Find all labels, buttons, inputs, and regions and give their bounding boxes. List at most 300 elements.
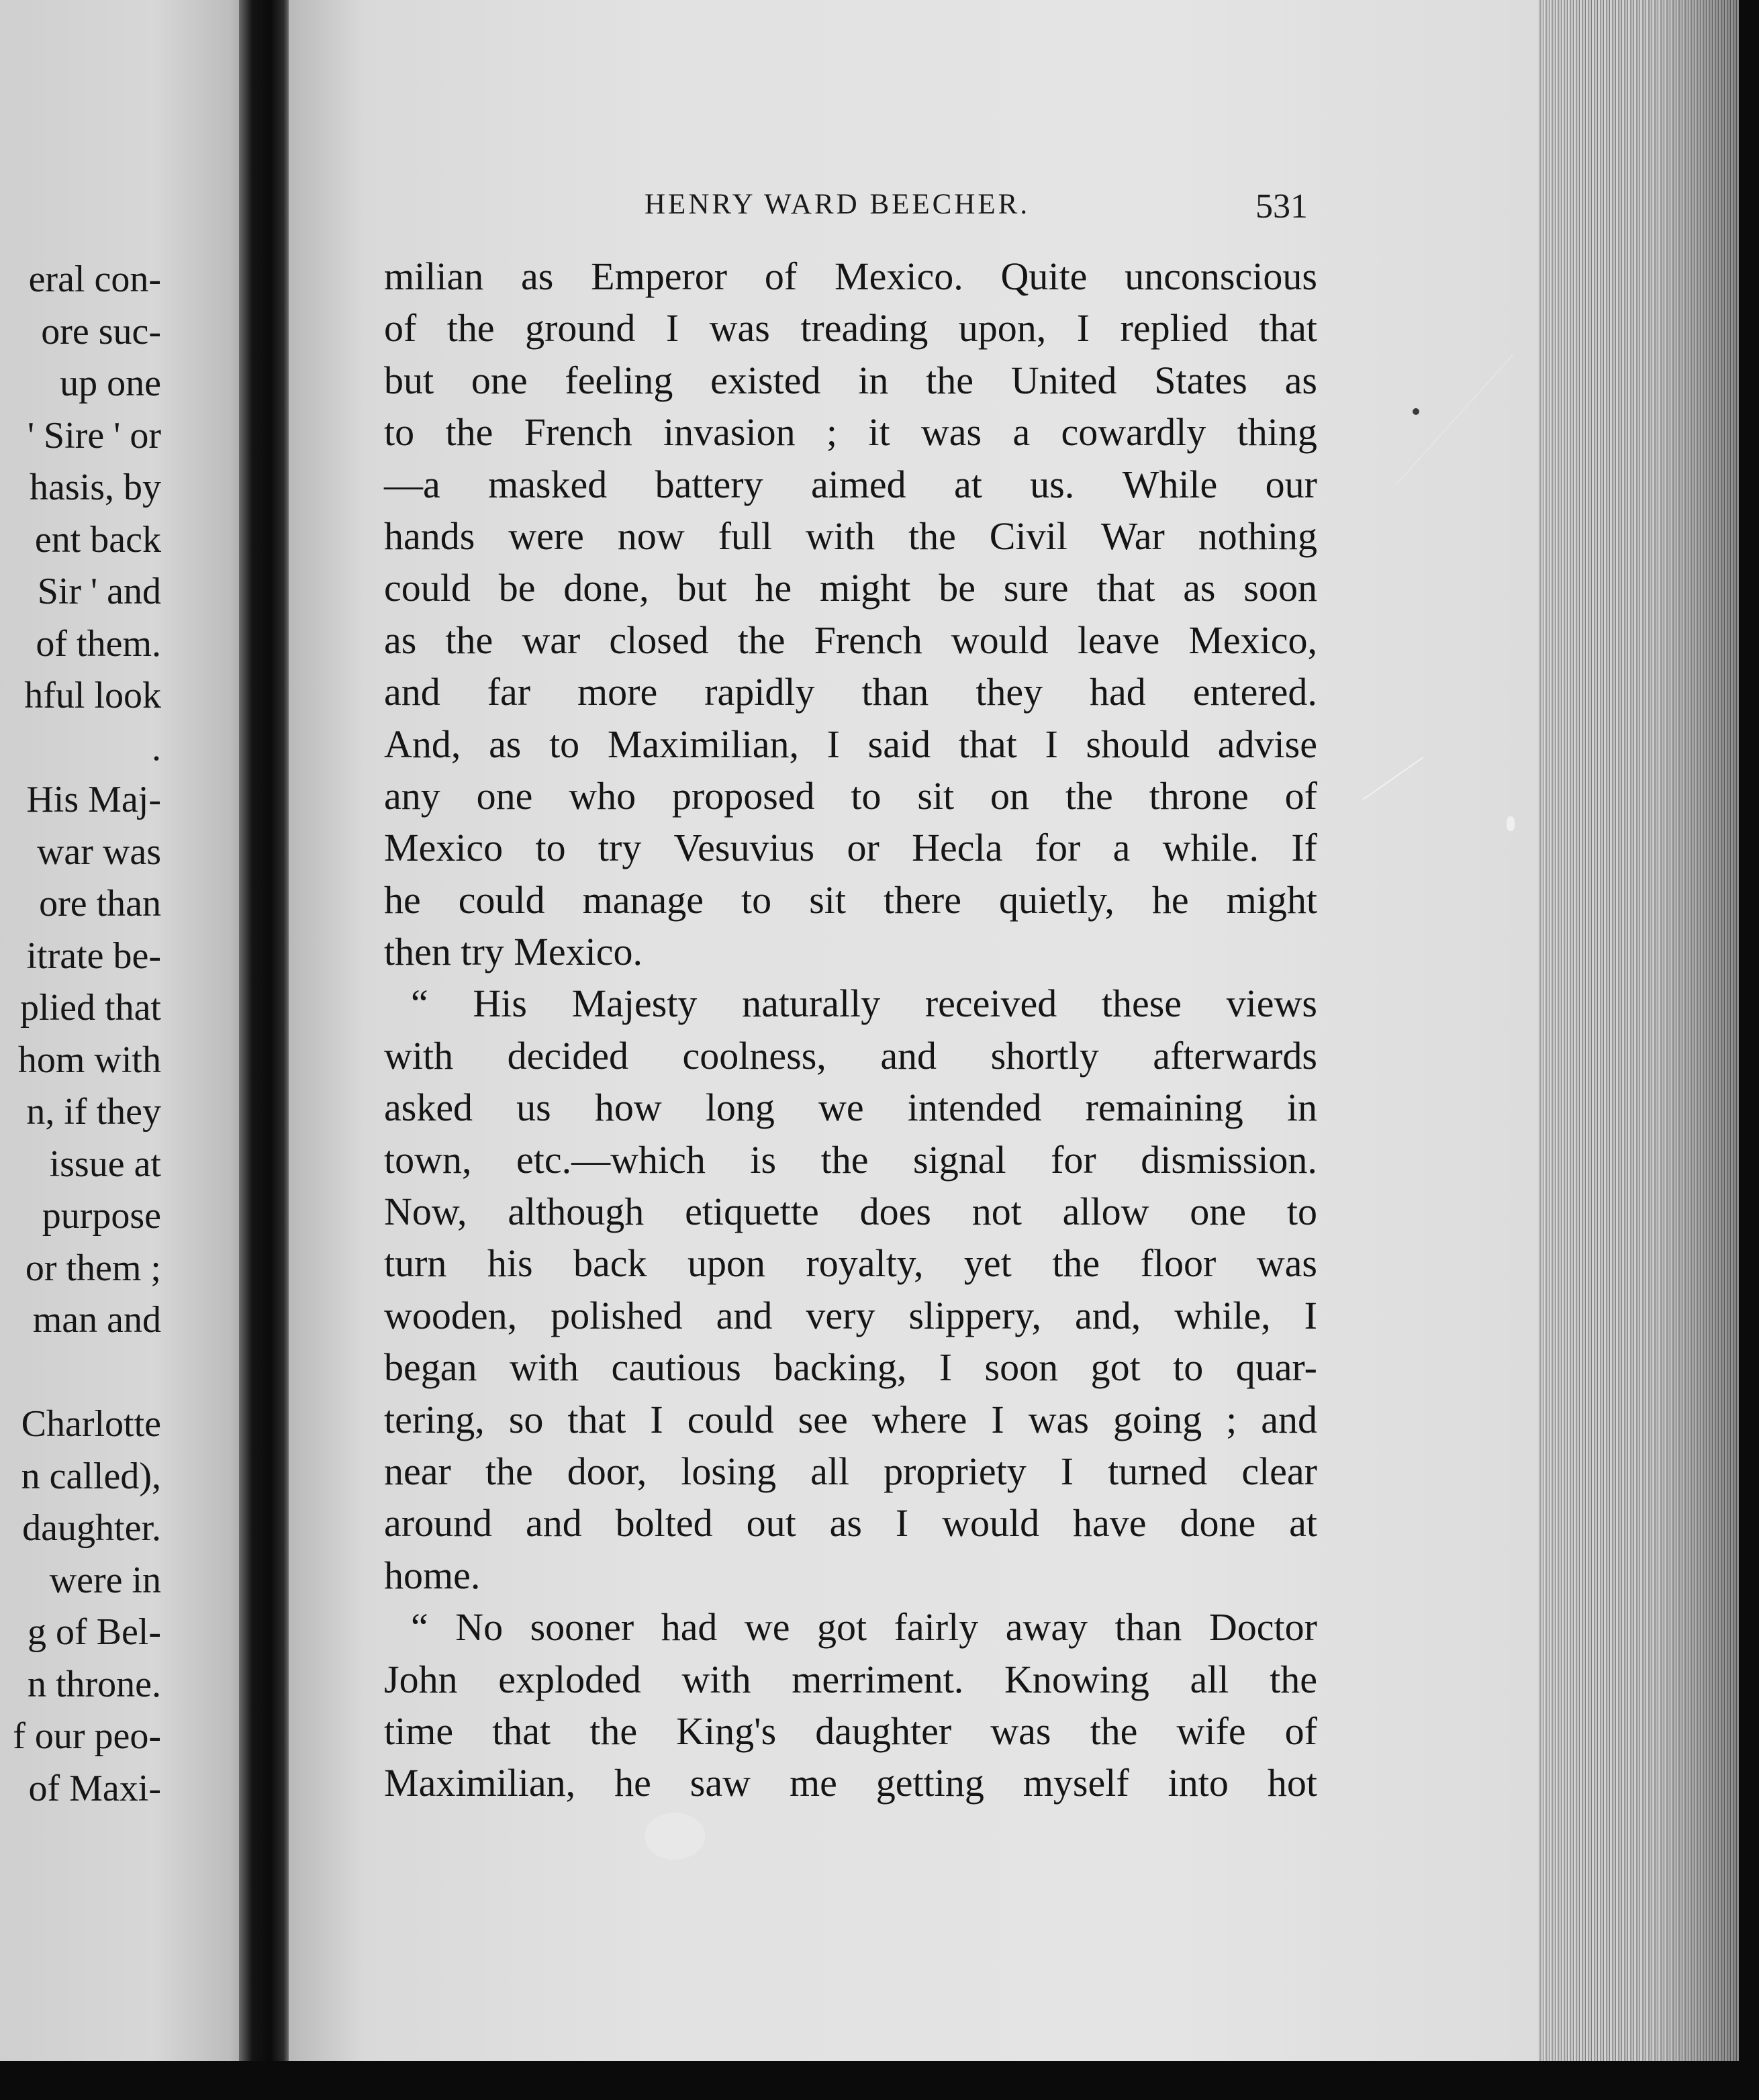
word: polished bbox=[551, 1293, 683, 1337]
word: Hecla bbox=[912, 826, 1003, 870]
book-gutter bbox=[239, 0, 291, 2061]
word: nothing bbox=[1198, 514, 1317, 558]
word: Maximilian, bbox=[384, 1761, 576, 1805]
word: allow bbox=[1062, 1190, 1149, 1234]
left-page-line: ' Sire ' or bbox=[27, 414, 161, 457]
left-page-line: up one bbox=[60, 363, 161, 404]
word: said bbox=[867, 722, 931, 766]
word: his bbox=[487, 1241, 533, 1286]
word: daughter bbox=[815, 1709, 952, 1753]
word: unconscious bbox=[1125, 254, 1317, 298]
word: the bbox=[908, 514, 956, 558]
word: and bbox=[384, 670, 440, 714]
word: propriety bbox=[884, 1449, 1027, 1493]
word: of bbox=[1284, 773, 1317, 818]
word: throne bbox=[1149, 773, 1249, 818]
scan-speck bbox=[1507, 816, 1515, 831]
word: invasion bbox=[663, 410, 796, 455]
word: with bbox=[806, 514, 875, 558]
word: could bbox=[458, 877, 545, 922]
word: exploded bbox=[498, 1657, 641, 1701]
word: upon bbox=[687, 1241, 765, 1286]
text-line bbox=[384, 1757, 1317, 1809]
left-page-line: ore than bbox=[39, 883, 161, 924]
left-page-line: hom with bbox=[17, 1039, 161, 1081]
word: as bbox=[384, 618, 417, 662]
word: soon bbox=[1243, 566, 1317, 610]
word: how bbox=[594, 1086, 662, 1130]
word: and bbox=[880, 1033, 937, 1078]
word: us. bbox=[1030, 462, 1075, 506]
text-line bbox=[384, 770, 1317, 822]
word: or bbox=[847, 826, 880, 870]
word: intended bbox=[907, 1086, 1042, 1130]
left-page-line: plied that bbox=[20, 987, 161, 1029]
word: the bbox=[445, 618, 493, 662]
text-line bbox=[384, 406, 1317, 458]
word: as bbox=[521, 254, 554, 298]
word: of bbox=[764, 254, 798, 298]
text-line bbox=[384, 718, 1317, 770]
word: Civil bbox=[989, 514, 1067, 558]
word: now bbox=[617, 514, 685, 558]
word: I bbox=[665, 306, 679, 350]
left-page-line: ent back bbox=[34, 518, 161, 561]
word: while. bbox=[1162, 826, 1259, 870]
word: battery bbox=[655, 462, 763, 506]
left-page-text bbox=[13, 254, 161, 1815]
left-page-line: of them. bbox=[36, 622, 161, 665]
word: the bbox=[446, 306, 495, 350]
word: While bbox=[1122, 462, 1218, 506]
word: sooner bbox=[530, 1605, 634, 1650]
word: I bbox=[826, 722, 840, 766]
word: thing bbox=[1237, 410, 1317, 455]
word: they bbox=[976, 670, 1043, 714]
word: cautious bbox=[611, 1345, 741, 1390]
left-page-line: ore suc- bbox=[41, 310, 161, 352]
word: I bbox=[1076, 306, 1090, 350]
word: us bbox=[516, 1086, 551, 1130]
text-line bbox=[384, 926, 1317, 977]
word: near bbox=[384, 1449, 451, 1493]
text-line bbox=[384, 562, 1317, 614]
word: turn bbox=[384, 1241, 447, 1286]
word: signal bbox=[913, 1137, 1006, 1182]
word: upon, bbox=[958, 306, 1047, 350]
word: in bbox=[858, 358, 889, 402]
word: proposed bbox=[671, 773, 815, 818]
word: going bbox=[1112, 1397, 1202, 1441]
word: turned bbox=[1108, 1449, 1208, 1493]
word: I bbox=[1060, 1449, 1074, 1493]
text-line bbox=[384, 459, 1317, 510]
word: of bbox=[384, 306, 417, 350]
word: that bbox=[1096, 566, 1155, 610]
word: although bbox=[508, 1190, 645, 1234]
word: Knowing bbox=[1004, 1657, 1149, 1701]
word: all bbox=[810, 1449, 850, 1493]
word: as bbox=[1183, 566, 1216, 610]
left-page-line: issue at bbox=[49, 1143, 161, 1185]
word: quietly, bbox=[999, 877, 1114, 922]
word: as bbox=[1284, 358, 1317, 402]
word: the bbox=[737, 618, 786, 662]
word: I bbox=[939, 1345, 953, 1390]
word: began bbox=[384, 1345, 477, 1390]
text-line bbox=[384, 302, 1317, 354]
left-page bbox=[0, 0, 255, 2100]
word: had bbox=[661, 1605, 718, 1650]
word: he bbox=[755, 566, 792, 610]
word: at bbox=[953, 462, 982, 506]
word: closed bbox=[609, 618, 709, 662]
word: these bbox=[1101, 982, 1182, 1026]
word: long bbox=[705, 1086, 775, 1130]
word: masked bbox=[488, 462, 608, 506]
word: would bbox=[951, 618, 1049, 662]
word: losing bbox=[681, 1449, 777, 1493]
word: Doctor bbox=[1208, 1605, 1317, 1650]
word: replied bbox=[1120, 306, 1229, 350]
word: to bbox=[1286, 1190, 1317, 1234]
left-page-line: His Maj- bbox=[26, 779, 161, 820]
word: aimed bbox=[810, 462, 906, 506]
word: the bbox=[485, 1449, 533, 1493]
word: wooden, bbox=[384, 1293, 518, 1337]
word: with bbox=[509, 1345, 579, 1390]
word: coolness, bbox=[682, 1033, 826, 1078]
word: “ bbox=[411, 982, 428, 1026]
word: His bbox=[473, 982, 527, 1026]
word: entered. bbox=[1192, 670, 1317, 714]
word: be bbox=[498, 566, 536, 610]
word: more bbox=[577, 670, 658, 714]
word: War bbox=[1100, 514, 1165, 558]
left-page-line: were in bbox=[49, 1559, 161, 1601]
word: that bbox=[567, 1397, 626, 1441]
word: Mexico. bbox=[514, 930, 643, 974]
word: advise bbox=[1217, 722, 1317, 766]
text-line bbox=[384, 1497, 1317, 1549]
word: all bbox=[1190, 1657, 1229, 1701]
word: I bbox=[650, 1397, 663, 1441]
word: saw bbox=[690, 1761, 751, 1805]
word: Vesuvius bbox=[673, 826, 815, 870]
word: dismission. bbox=[1141, 1137, 1317, 1182]
word: see bbox=[798, 1397, 848, 1441]
word: while, bbox=[1174, 1293, 1271, 1337]
text-line bbox=[384, 1341, 1317, 1393]
word: war bbox=[522, 618, 581, 662]
word: does bbox=[859, 1190, 931, 1234]
text-line bbox=[384, 1082, 1317, 1133]
word: time bbox=[384, 1709, 454, 1753]
word: be bbox=[939, 566, 976, 610]
left-page-line: n called), bbox=[21, 1455, 161, 1497]
word: to bbox=[549, 722, 580, 766]
word: Mexico bbox=[384, 826, 504, 870]
word: he bbox=[614, 1761, 651, 1805]
text-line bbox=[384, 510, 1317, 562]
word: home. bbox=[384, 1553, 481, 1597]
word: would bbox=[942, 1501, 1040, 1545]
word: getting bbox=[875, 1761, 984, 1805]
word: was bbox=[990, 1709, 1051, 1753]
left-page-line: itrate be- bbox=[26, 935, 161, 977]
word: yet bbox=[963, 1241, 1012, 1286]
word: I bbox=[1304, 1293, 1317, 1337]
word: slippery, bbox=[908, 1293, 1042, 1337]
word: soon bbox=[984, 1345, 1059, 1390]
word: the bbox=[1052, 1241, 1100, 1286]
text-line bbox=[384, 666, 1317, 718]
word: but bbox=[677, 566, 727, 610]
word: then bbox=[384, 930, 461, 974]
word: where bbox=[871, 1397, 967, 1441]
word: French bbox=[814, 618, 922, 662]
word: Mexico, bbox=[1188, 618, 1317, 662]
word: try bbox=[598, 826, 642, 870]
word: into bbox=[1168, 1761, 1229, 1805]
word: that bbox=[492, 1709, 551, 1753]
word: ground bbox=[525, 306, 636, 350]
word: treading bbox=[800, 306, 929, 350]
word: “ bbox=[411, 1605, 428, 1650]
text-line bbox=[384, 1549, 1317, 1601]
left-page-line: man and bbox=[32, 1299, 161, 1341]
word: than bbox=[861, 670, 929, 714]
word: at bbox=[1289, 1501, 1317, 1545]
word: naturally bbox=[742, 982, 881, 1026]
word: might bbox=[820, 566, 911, 610]
word: quar- bbox=[1235, 1345, 1317, 1390]
word: tering, bbox=[384, 1397, 485, 1441]
word: with bbox=[681, 1657, 751, 1701]
word: the bbox=[1065, 773, 1113, 818]
text-line bbox=[384, 614, 1317, 666]
left-page-line: war was bbox=[36, 830, 161, 873]
word: one bbox=[476, 773, 533, 818]
word: one bbox=[1190, 1190, 1247, 1234]
word: manage bbox=[582, 877, 704, 922]
word: the bbox=[1090, 1709, 1138, 1753]
word: afterwards bbox=[1153, 1033, 1317, 1078]
word: so bbox=[508, 1397, 544, 1441]
word: our bbox=[1265, 462, 1317, 506]
word: feeling bbox=[565, 358, 673, 402]
word: that bbox=[958, 722, 1017, 766]
text-line bbox=[384, 874, 1317, 926]
word: asked bbox=[384, 1086, 473, 1130]
text-line bbox=[384, 250, 1317, 302]
word: were bbox=[508, 514, 584, 558]
running-head: HENRY WARD BEECHER. bbox=[645, 189, 1031, 220]
body-text bbox=[384, 250, 1317, 1809]
word: United bbox=[1010, 358, 1117, 402]
word: around bbox=[384, 1501, 493, 1545]
word: I bbox=[895, 1501, 909, 1545]
word: should bbox=[1086, 722, 1190, 766]
text-line bbox=[384, 1705, 1317, 1757]
word: for bbox=[1051, 1137, 1096, 1182]
word: we bbox=[818, 1086, 864, 1130]
word: Mexico. bbox=[835, 254, 963, 298]
word: done, bbox=[563, 566, 649, 610]
word: and bbox=[1261, 1397, 1317, 1441]
word: door, bbox=[567, 1449, 647, 1493]
page-edges-shadow bbox=[1537, 0, 1739, 2074]
word: very bbox=[806, 1293, 875, 1337]
word: Quite bbox=[1000, 254, 1088, 298]
word: got bbox=[1090, 1345, 1141, 1390]
word: he bbox=[1151, 877, 1189, 922]
word: fairly bbox=[894, 1605, 979, 1650]
word: myself bbox=[1023, 1761, 1129, 1805]
word: hot bbox=[1267, 1761, 1317, 1805]
word: backing, bbox=[773, 1345, 907, 1390]
word: ; bbox=[1226, 1397, 1237, 1441]
word: King's bbox=[676, 1709, 777, 1753]
word: done bbox=[1180, 1501, 1256, 1545]
word: a bbox=[1112, 826, 1131, 870]
left-page-line: n throne. bbox=[27, 1663, 161, 1705]
word: French bbox=[524, 410, 632, 455]
text-line bbox=[384, 354, 1317, 406]
word: views bbox=[1226, 982, 1317, 1026]
word: Majesty bbox=[571, 982, 698, 1026]
word: full bbox=[718, 514, 773, 558]
word: he bbox=[384, 877, 421, 922]
word: etc.—which bbox=[516, 1137, 706, 1182]
word: was bbox=[709, 306, 770, 350]
text-line bbox=[384, 1186, 1317, 1237]
word: remaining bbox=[1085, 1086, 1243, 1130]
word: bolted bbox=[615, 1501, 713, 1545]
word: Emperor bbox=[591, 254, 728, 298]
word: as bbox=[829, 1501, 862, 1545]
word: might bbox=[1226, 877, 1317, 922]
word: could bbox=[384, 566, 471, 610]
left-page-line: hasis, by bbox=[30, 467, 161, 508]
word: ; bbox=[826, 410, 838, 455]
word: had bbox=[1090, 670, 1146, 714]
word: was bbox=[920, 410, 982, 455]
text-line bbox=[384, 1445, 1317, 1497]
left-page-line: n, if they bbox=[26, 1091, 161, 1133]
word: out bbox=[746, 1501, 796, 1545]
word: but bbox=[384, 358, 434, 402]
text-line bbox=[384, 1134, 1317, 1186]
word: merriment. bbox=[792, 1657, 964, 1701]
word: No bbox=[455, 1605, 504, 1650]
word: to bbox=[1173, 1345, 1204, 1390]
word: away bbox=[1005, 1605, 1088, 1650]
text-line bbox=[384, 1394, 1317, 1445]
word: far bbox=[487, 670, 531, 714]
word: the bbox=[820, 1137, 869, 1182]
text-line bbox=[384, 1290, 1317, 1341]
word: the bbox=[1270, 1657, 1317, 1701]
word: for bbox=[1035, 826, 1081, 870]
word: milian bbox=[384, 254, 484, 298]
word: decided bbox=[507, 1033, 628, 1078]
word: If bbox=[1291, 826, 1317, 870]
word: was bbox=[1028, 1397, 1089, 1441]
word: sit bbox=[917, 773, 955, 818]
text-line bbox=[384, 1030, 1317, 1082]
word: I bbox=[1045, 722, 1058, 766]
page-number: 531 bbox=[1255, 187, 1308, 226]
word: me bbox=[789, 1761, 837, 1805]
word: received bbox=[924, 982, 1057, 1026]
word: on bbox=[990, 773, 1030, 818]
left-page-line: eral con- bbox=[28, 258, 161, 300]
word: John bbox=[384, 1657, 458, 1701]
word: leave bbox=[1077, 618, 1160, 662]
text-line bbox=[384, 1654, 1317, 1705]
left-page-line: Charlotte bbox=[21, 1403, 161, 1445]
word: try bbox=[461, 930, 514, 974]
word: to bbox=[851, 773, 882, 818]
word: sit bbox=[809, 877, 847, 922]
left-page-line bbox=[13, 1347, 161, 1399]
scan-border bbox=[0, 2061, 1759, 2100]
word: States bbox=[1154, 358, 1247, 402]
left-page-line: of Maxi- bbox=[28, 1767, 161, 1809]
word: Now, bbox=[384, 1190, 467, 1234]
word: royalty, bbox=[806, 1241, 924, 1286]
word: have bbox=[1073, 1501, 1147, 1545]
left-page-line: purpose bbox=[42, 1195, 161, 1237]
word: with bbox=[384, 1033, 454, 1078]
word: got bbox=[817, 1605, 867, 1650]
word: to bbox=[741, 877, 772, 922]
word: and bbox=[525, 1501, 582, 1545]
word: that bbox=[1259, 306, 1317, 350]
word: of bbox=[1284, 1709, 1317, 1753]
word: existed bbox=[710, 358, 821, 402]
word: etiquette bbox=[685, 1190, 819, 1234]
word: —a bbox=[384, 462, 440, 506]
word: Maximilian, bbox=[607, 722, 799, 766]
text-line bbox=[384, 1237, 1317, 1289]
text-line bbox=[384, 822, 1317, 873]
left-page-line: Sir ' and bbox=[37, 571, 161, 612]
word: could bbox=[687, 1397, 774, 1441]
word: it bbox=[868, 410, 890, 455]
word: floor bbox=[1140, 1241, 1217, 1286]
left-page-line: . bbox=[152, 726, 161, 769]
word: cowardly bbox=[1061, 410, 1206, 455]
word: back bbox=[573, 1241, 647, 1286]
word: a bbox=[1012, 410, 1031, 455]
text-line bbox=[384, 1601, 1317, 1653]
word: who bbox=[569, 773, 636, 818]
word: rapidly bbox=[704, 670, 815, 714]
text-line bbox=[384, 977, 1317, 1029]
left-page-line: or them ; bbox=[25, 1247, 161, 1289]
word: the bbox=[589, 1709, 638, 1753]
scan-speck bbox=[645, 1813, 705, 1860]
word: to bbox=[535, 826, 566, 870]
word: town, bbox=[384, 1137, 472, 1182]
word: we bbox=[744, 1605, 790, 1650]
word: was bbox=[1256, 1241, 1317, 1286]
left-page-line: g of Bel- bbox=[27, 1611, 161, 1653]
word: any bbox=[384, 773, 440, 818]
word: not bbox=[971, 1190, 1022, 1234]
